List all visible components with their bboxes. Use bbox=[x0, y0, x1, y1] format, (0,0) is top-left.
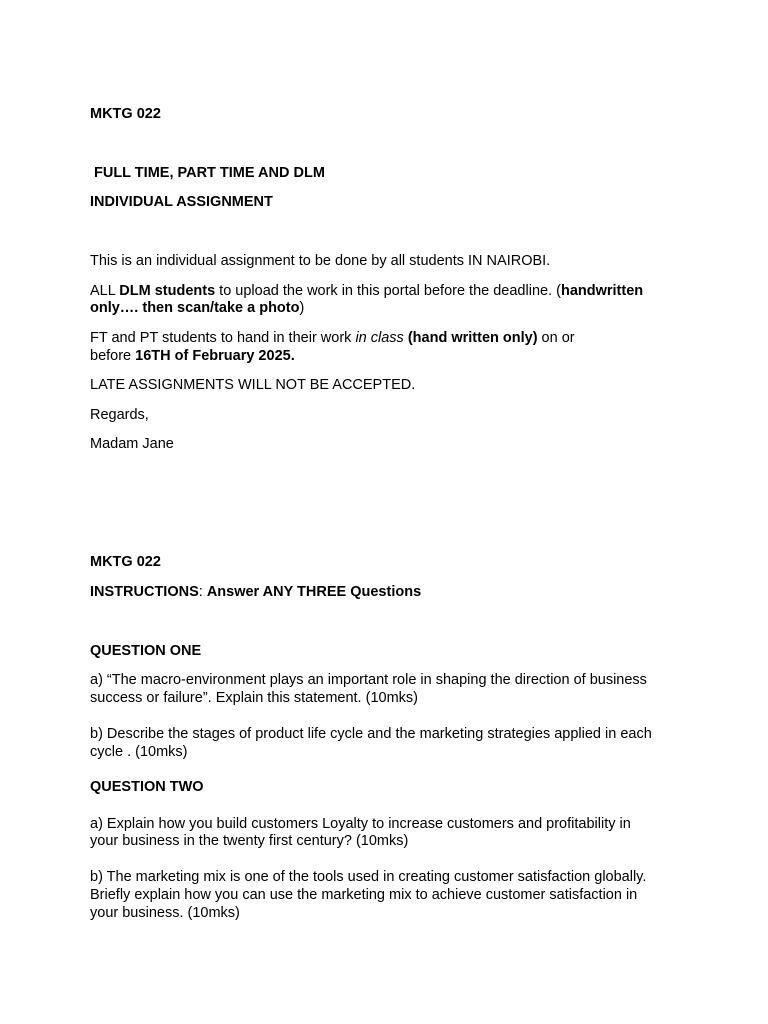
ftpt-instruction-line-1 bbox=[90, 329, 575, 347]
instructions-separator: : bbox=[198, 584, 207, 600]
late-warning: LATE ASSIGNMENTS WILL NOT BE ACCEPTED. bbox=[90, 377, 416, 393]
question-1b-line-2: cycle . (10mks) bbox=[90, 744, 188, 760]
question-2a-line-1: a) Explain how you build customers Loyalty to increase customers and profitability in bbox=[90, 816, 631, 832]
hand-written-emphasis: (hand written only) bbox=[407, 330, 538, 346]
dlm-instruction-line-1 bbox=[90, 282, 643, 300]
question-two-title: QUESTION TWO bbox=[90, 779, 204, 795]
intro-text: This is an individual assignment to be done by all students IN NAIROBI. bbox=[90, 253, 551, 269]
handwritten-emphasis: handwritten bbox=[560, 283, 644, 299]
question-1a-line-2: success or failure”. Explain this statement. (10mks) bbox=[90, 690, 418, 706]
question-1a-line-1: a) “The macro-environment plays an important role in shaping the direction of business bbox=[90, 672, 647, 688]
assignment-type: INDIVIDUAL ASSIGNMENT bbox=[90, 194, 273, 210]
question-2b-line-2: Briefly explain how you can use the marketing mix to achieve customer satisfaction in bbox=[90, 887, 638, 903]
ftpt-text: FT and PT students to hand in their work bbox=[90, 330, 356, 346]
instructions bbox=[90, 583, 421, 601]
regards: Regards, bbox=[90, 407, 149, 423]
in-class-emphasis: in class bbox=[355, 330, 404, 346]
ftpt-text: on or bbox=[537, 330, 575, 346]
course-code-2: MKTG 022 bbox=[90, 554, 161, 570]
question-2b-line-1: b) The marketing mix is one of the tools used in creating customer satisfaction globally. bbox=[90, 869, 647, 885]
question-2a-line-2: your business in the twenty first century? (10mks) bbox=[90, 833, 409, 849]
dlm-text: ) bbox=[299, 300, 305, 316]
dlm-instruction-line-2 bbox=[90, 299, 304, 317]
dlm-students-emphasis: DLM students bbox=[119, 283, 216, 299]
question-one-title: QUESTION ONE bbox=[90, 643, 202, 659]
instructions-label: INSTRUCTIONS bbox=[90, 584, 199, 600]
signature: Madam Jane bbox=[90, 436, 174, 452]
question-1b-line-1: b) Describe the stages of product life cycle and the marketing strategies applied in each bbox=[90, 726, 652, 742]
ftpt-text: before bbox=[90, 348, 136, 364]
study-modes: FULL TIME, PART TIME AND DLM bbox=[94, 165, 325, 181]
scan-photo-emphasis: only…. then scan/take a photo bbox=[90, 300, 300, 316]
instructions-text: Answer ANY THREE Questions bbox=[206, 584, 422, 600]
course-code: MKTG 022 bbox=[90, 106, 161, 122]
ftpt-instruction-line-2 bbox=[90, 347, 295, 365]
deadline-date: 16TH of February 2025. bbox=[135, 348, 295, 364]
question-2b-line-3: your business. (10mks) bbox=[90, 905, 240, 921]
dlm-text: ALL bbox=[90, 283, 120, 299]
dlm-text: to upload the work in this portal before the deadline. ( bbox=[215, 283, 561, 299]
